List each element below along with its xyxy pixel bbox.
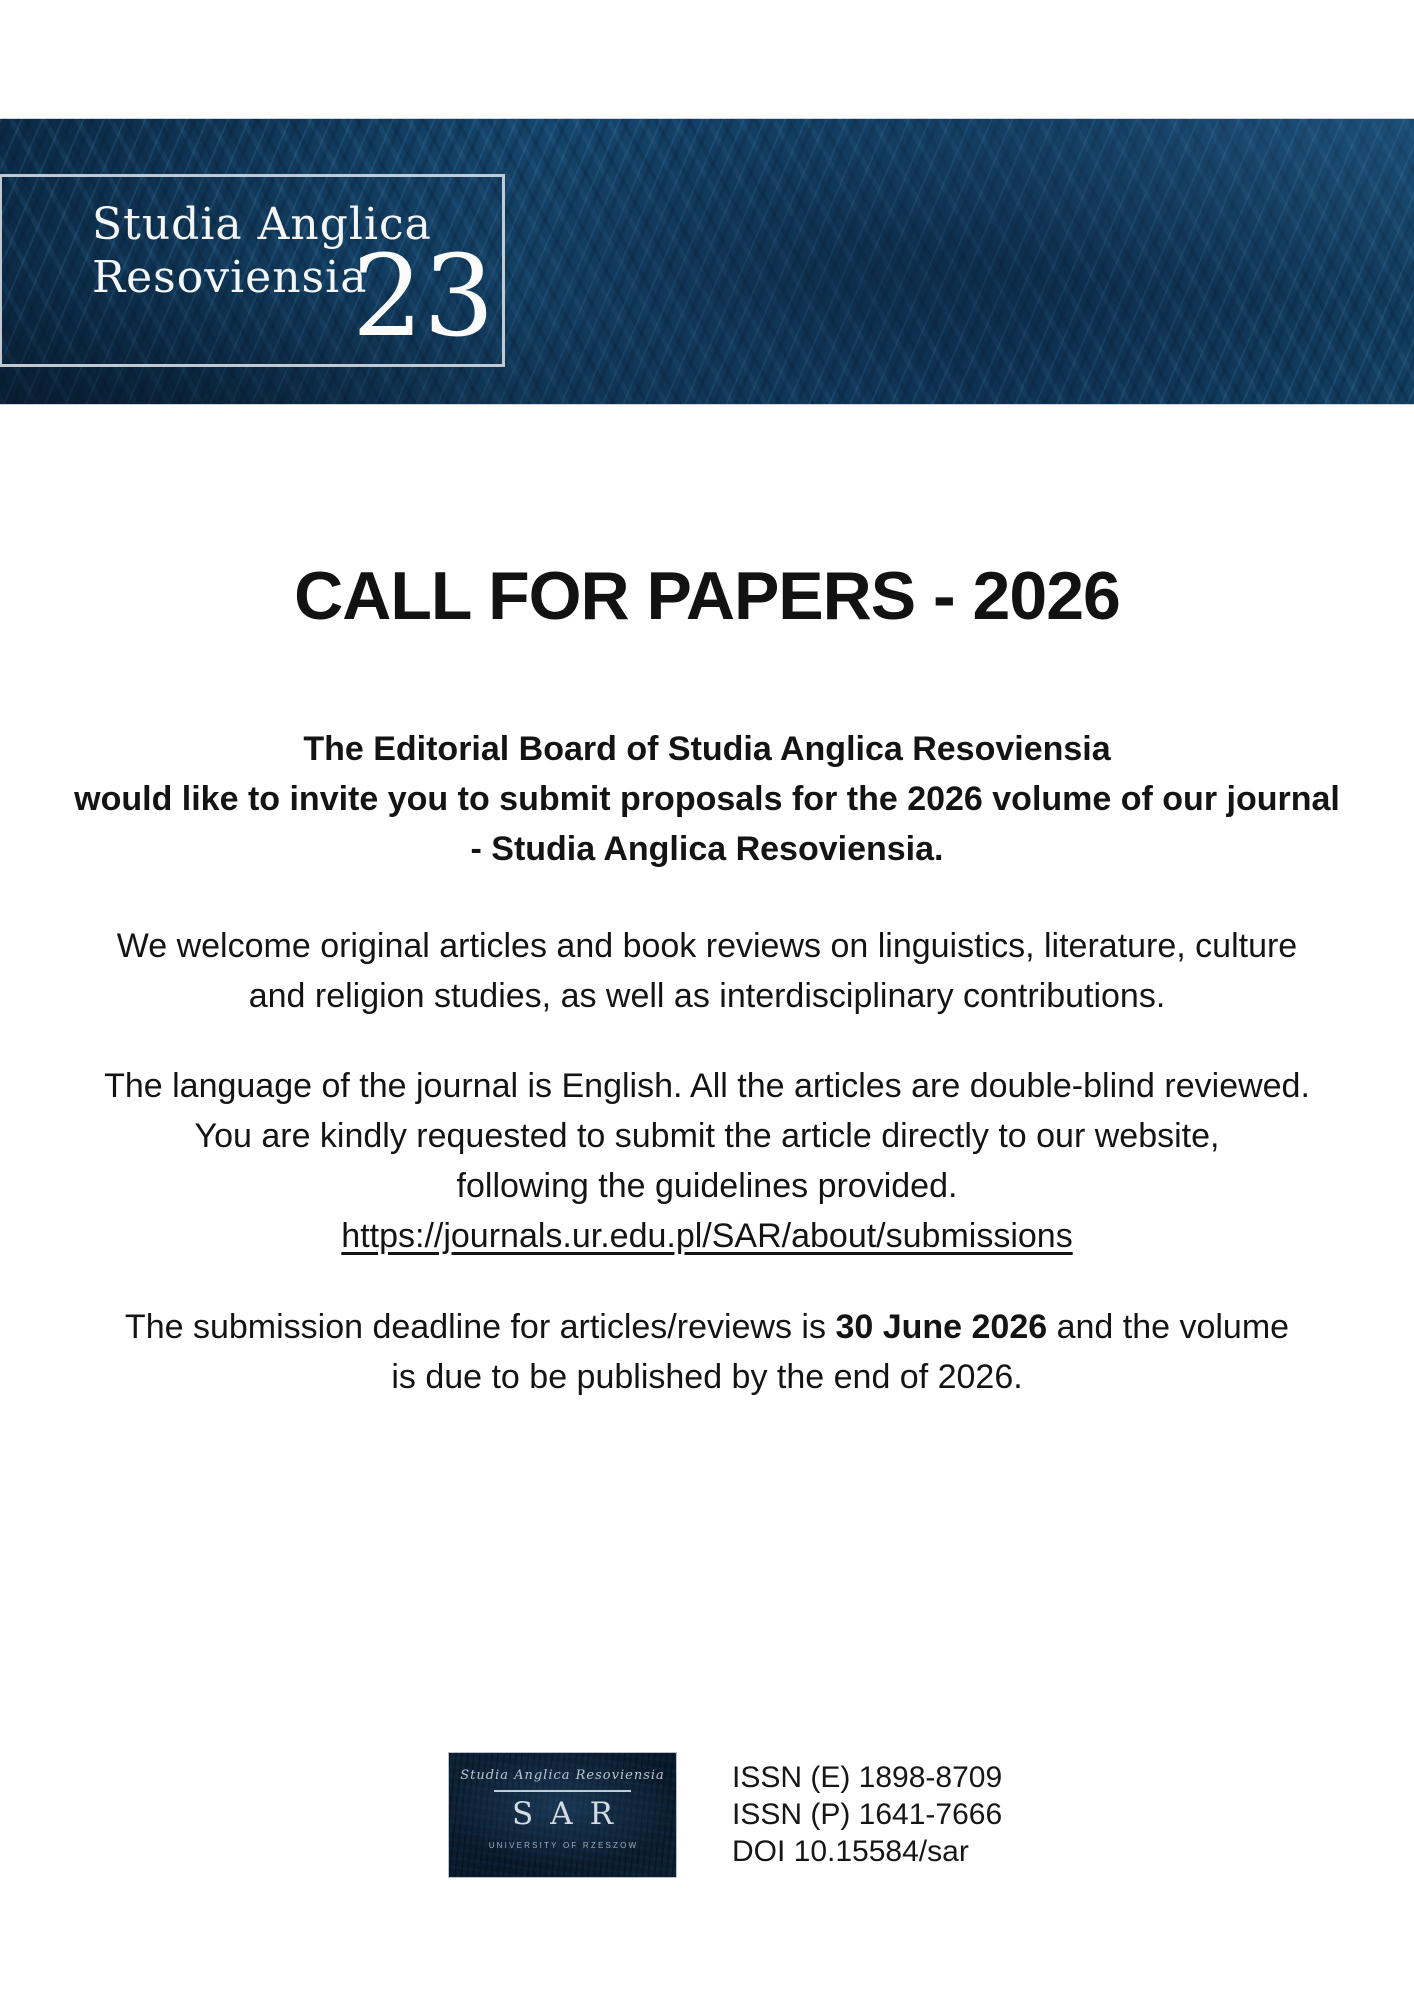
deadline-date: 30 June 2026 bbox=[835, 1308, 1048, 1346]
deadline-pre-text: The submission deadline for articles/reviews is bbox=[124, 1308, 836, 1346]
deadline-line1 bbox=[37, 1302, 1377, 1352]
deadline-line2: is due to be published by the end of 2026. bbox=[391, 1358, 1023, 1396]
issn-p-line: ISSN (P) 1641-7666 bbox=[732, 1798, 1003, 1831]
journal-name-line1: Studia Anglica bbox=[92, 199, 432, 250]
deadline-paragraph bbox=[37, 1302, 1377, 1402]
sar-logo bbox=[448, 1752, 677, 1878]
deadline-post-text: and the volume bbox=[1047, 1308, 1290, 1346]
logo-divider bbox=[494, 1790, 631, 1792]
page-title: CALL FOR PAPERS - 2026 bbox=[294, 557, 1120, 634]
submission-line1: The language of the journal is English. All the articles are double-blind reviewed. bbox=[104, 1067, 1310, 1105]
scope-line2: and religion studies, as well as interdisciplinary contributions. bbox=[248, 977, 1166, 1015]
scope-line1: We welcome original articles and book reviews on linguistics, literature, culture bbox=[116, 927, 1298, 965]
logo-university-label: UNIVERSITY OF RZESZOW bbox=[488, 1841, 639, 1850]
submissions-link[interactable]: https://journals.ur.edu.pl/SAR/about/submissions bbox=[341, 1217, 1073, 1255]
invitation-line3: - Studia Anglica Resoviensia. bbox=[470, 830, 944, 868]
journal-name-line2: Resoviensia bbox=[92, 252, 368, 303]
submission-link-line bbox=[37, 1211, 1377, 1261]
scope-paragraph bbox=[37, 921, 1377, 1021]
banner-title-box bbox=[0, 174, 505, 367]
identifiers-block bbox=[732, 1759, 1002, 1870]
doi-line: DOI 10.15584/sar bbox=[732, 1835, 969, 1868]
invitation-paragraph bbox=[37, 724, 1377, 874]
logo-script-title: Studia Anglica Resoviensia bbox=[460, 1768, 665, 1783]
journal-banner bbox=[0, 118, 1414, 405]
invitation-line1: The Editorial Board of Studia Anglica Resoviensia bbox=[303, 730, 1111, 768]
submission-line2: You are kindly requested to submit the article directly to our website, bbox=[194, 1117, 1220, 1155]
invitation-line2: would like to invite you to submit proposals for the 2026 volume of our journal bbox=[74, 780, 1340, 818]
submission-paragraph bbox=[37, 1061, 1377, 1261]
submission-line3: following the guidelines provided. bbox=[456, 1167, 958, 1205]
logo-acronym: SAR bbox=[512, 1796, 630, 1832]
volume-number: 23 bbox=[352, 232, 495, 362]
issn-e-line: ISSN (E) 1898-8709 bbox=[732, 1761, 1003, 1794]
